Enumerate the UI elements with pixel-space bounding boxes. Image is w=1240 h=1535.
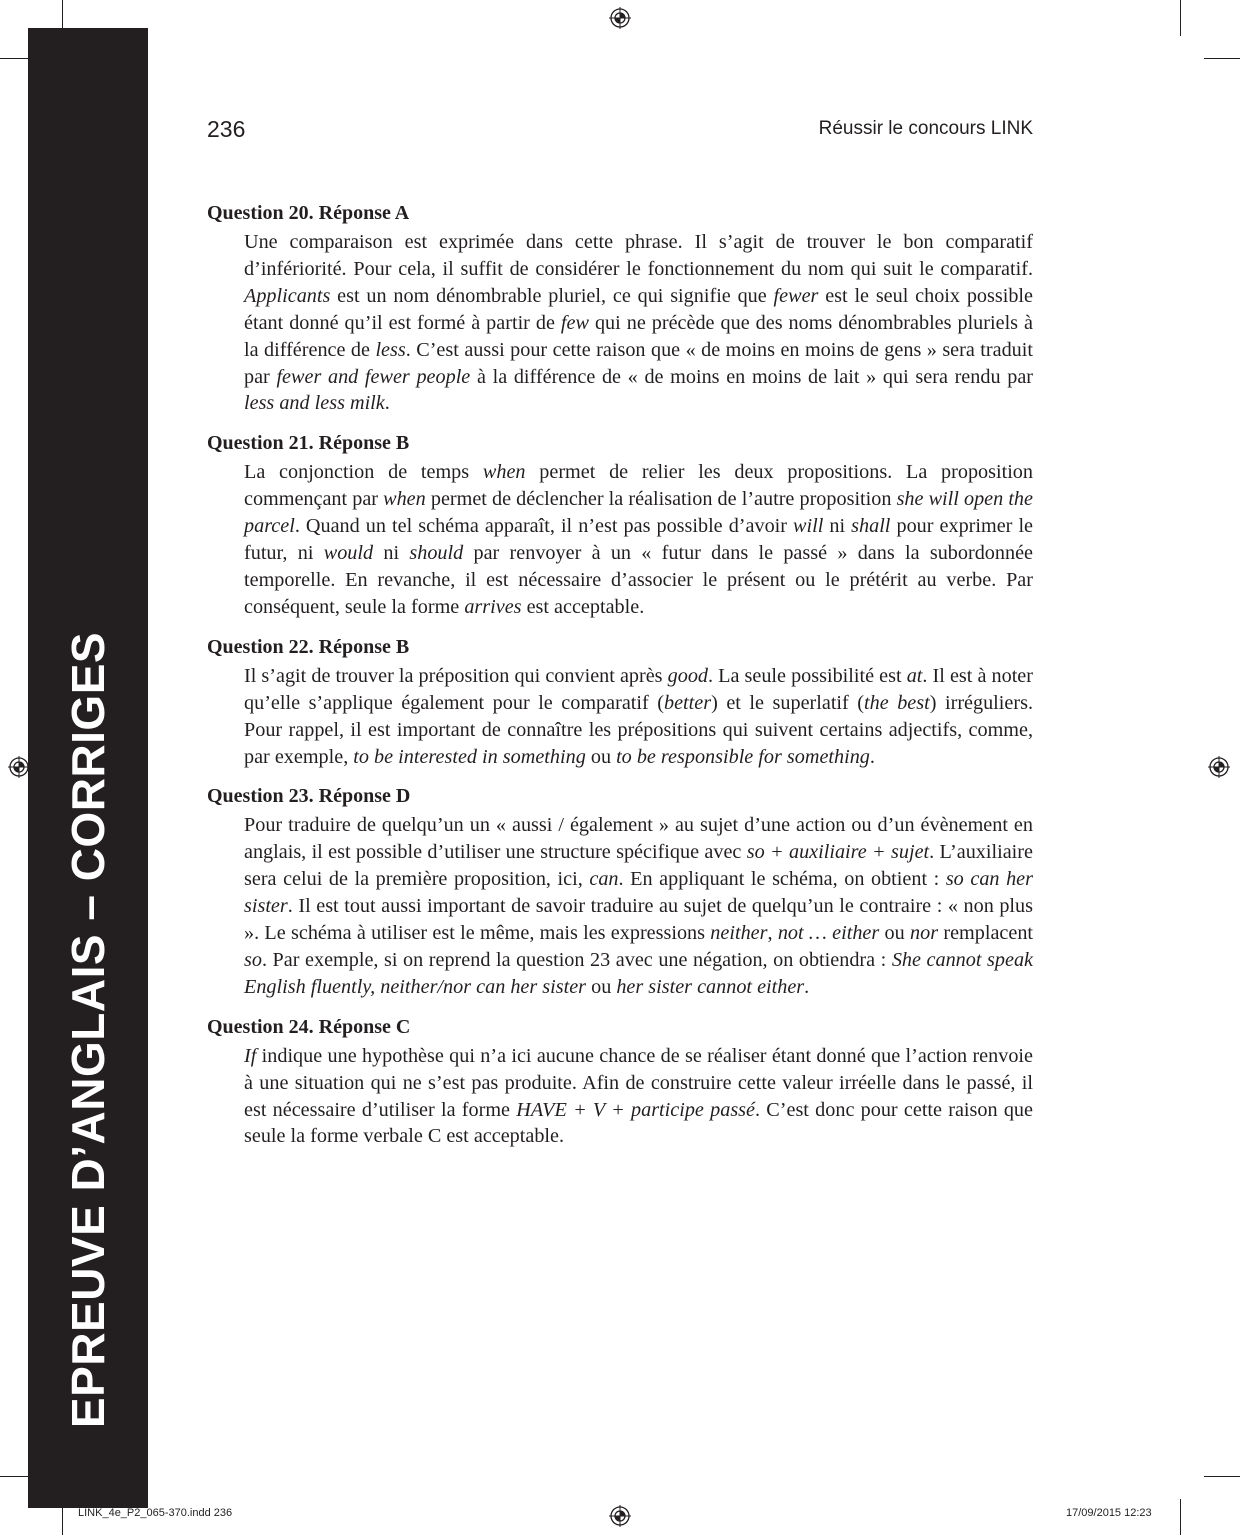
italic-term: shall [851, 515, 891, 538]
text-run: . En appliquant le schéma, on obtient : [618, 868, 946, 891]
text-run: permet de déclencher la réalisation de l’autre proposition [425, 488, 897, 511]
question-heading: Question 23. Réponse D [207, 785, 411, 808]
registration-mark-icon [609, 7, 631, 29]
italic-term: the best [864, 691, 930, 714]
question-block [207, 1013, 1033, 1151]
registration-mark-icon [8, 756, 30, 778]
italic-term: she will open the parcel [244, 488, 1033, 538]
italic-term: at [906, 664, 923, 687]
italic-term: less and less milk [244, 392, 385, 415]
italic-term: nor [910, 922, 939, 945]
registration-mark-icon [1208, 756, 1230, 778]
text-run: . [384, 392, 390, 415]
text-run: . Il est à noter qu’elle s’applique également pour le comparatif ( [244, 664, 1033, 714]
text-run: Il s’agit de trouver la préposition qui convient après [244, 664, 668, 687]
italic-term: not … either [777, 922, 880, 945]
text-run: à la différence de « de moins en moins de lait » qui sera rendu par [470, 365, 1033, 388]
question-block [207, 199, 1033, 417]
text-run: ou [586, 975, 617, 998]
text-run: indique une hypothèse qui n’a ici aucune chance de se réaliser étant donné que l’action renvoie à une situation qui ne s’est pas produite. Afin de construire cette valeur irréelle dans le passé, il est nécessaire d’utiliser la forme [244, 1044, 1033, 1121]
crop-mark [1180, 0, 1181, 36]
text-run: . Il est tout aussi important de savoir traduire au sujet de quelqu’un le contraire : « non plus ». Le schéma à utiliser est le même, mais les expressions [244, 895, 1033, 945]
text-run: . Par exemple, si on reprend la question 23 avec une négation, on obtiendra : [261, 948, 892, 971]
crop-mark [1180, 1499, 1181, 1535]
text-run: par renvoyer à un « futur dans le passé » dans la subordonnée temporelle. En revanche, il est nécessaire d’associer le présent ou le prétérit au verbe. Par conséquent, seule la forme [244, 542, 1033, 618]
italic-term: few [560, 311, 589, 334]
italic-term: to be interested in something [353, 745, 586, 768]
question-heading: Question 21. Réponse B [207, 432, 410, 455]
question-heading: Question 20. Réponse A [207, 202, 410, 224]
question-block [207, 429, 1033, 620]
italic-term: so can her sister [244, 868, 1033, 918]
text-run: Une comparaison est exprimée dans cette phrase. Il s’agit de trouver le bon comparatif d’infériorité. Pour cela, il suffit de considérer le fonctionnement du nom qui suit le comparatif. [244, 231, 1033, 280]
text-run: ) et le superlatif ( [711, 691, 865, 714]
text-run: . [804, 975, 810, 998]
question-explanation [244, 1043, 1033, 1151]
italic-term: will [793, 515, 824, 538]
question-explanation [244, 229, 1033, 417]
running-title: Réussir le concours LINK [818, 118, 1033, 139]
text-run: . C’est donc pour cette raison que seule la forme verbale C est acceptable. [244, 1098, 1033, 1148]
text-run: . La seule possibilité est [708, 664, 907, 687]
text-run: La conjonction de temps [244, 461, 483, 484]
page-number: 236 [207, 116, 246, 142]
crop-mark [1204, 1476, 1240, 1477]
italic-term: her sister cannot either [616, 975, 805, 998]
print-slug-date: 17/09/2015 12:23 [1066, 1507, 1152, 1519]
answer-list [207, 199, 1033, 1162]
question-block [207, 633, 1033, 771]
question-block [207, 782, 1033, 1000]
italic-term: so [244, 948, 262, 971]
italic-term: should [409, 542, 464, 565]
question-explanation [244, 812, 1033, 1000]
italic-term: less [375, 338, 406, 361]
section-side-title: EPREUVE D’ANGLAIS – CORRIGES [62, 631, 114, 1429]
italic-term: would [323, 542, 374, 565]
italic-term: can [589, 868, 619, 891]
text-run: . Quand un tel schéma apparaît, il n’est pas possible d’avoir [294, 515, 794, 538]
text-run: Pour traduire de quelqu’un un « aussi / également » au sujet d’une action ou d’un évènement en anglais, il est possible d’utiliser une structure spécifique avec [244, 814, 1033, 864]
text-run: est le seul choix possible étant donné qu’il est formé à partir de [244, 284, 1033, 334]
italic-term: neither [710, 922, 768, 945]
question-explanation [244, 663, 1033, 771]
print-slug-file: LINK_4e_P2_065-370.indd 236 [78, 1507, 233, 1519]
italic-term: good [667, 664, 708, 687]
question-explanation [244, 459, 1033, 620]
crop-mark [1204, 58, 1240, 59]
text-run: . C’est aussi pour cette raison que « de moins en moins de gens » sera traduit par [244, 338, 1033, 388]
italic-term: fewer and fewer people [276, 365, 471, 388]
italic-term: If [244, 1044, 257, 1067]
italic-term: She cannot speak English fluently, neither/nor can her sister [244, 948, 1033, 998]
text-run: remplacent [938, 922, 1034, 945]
italic-term: when [383, 488, 426, 511]
italic-term: better [663, 691, 712, 714]
registration-mark-icon [609, 1505, 631, 1527]
text-run: permet de relier les deux propositions. La proposition commençant par [244, 461, 1033, 511]
text-run: est acceptable. [521, 595, 645, 618]
text-run: qui ne précède que des noms dénombrables pluriels à la différence de [244, 311, 1033, 361]
italic-term: Applicants [244, 284, 331, 307]
italic-term: when [482, 461, 526, 484]
text-run: ou [585, 745, 617, 768]
question-heading: Question 24. Réponse C [207, 1015, 411, 1038]
text-run: ) irréguliers. Pour rappel, il est important de connaître les prépositions qui suivent certains adjectifs, comme, par exemple, [244, 691, 1033, 768]
italic-term: arrives [464, 595, 522, 618]
italic-term: so + auxiliaire + sujet [746, 841, 930, 864]
italic-term: HAVE + V + participe passé [516, 1098, 756, 1121]
text-run: , [767, 922, 778, 945]
text-run: . L’auxiliaire sera celui de la première proposition, ici, [244, 841, 1033, 891]
text-run: est un nom dénombrable pluriel, ce qui signifie que [330, 284, 774, 307]
text-run: . [869, 745, 875, 768]
text-run: ni [823, 515, 852, 538]
text-run: ni [373, 542, 410, 565]
question-heading: Question 22. Réponse B [207, 635, 410, 658]
italic-term: to be responsible for something [616, 745, 870, 768]
text-run: ou [879, 922, 911, 945]
text-run: pour exprimer le futur, ni [244, 515, 1034, 565]
italic-term: fewer [773, 284, 819, 307]
